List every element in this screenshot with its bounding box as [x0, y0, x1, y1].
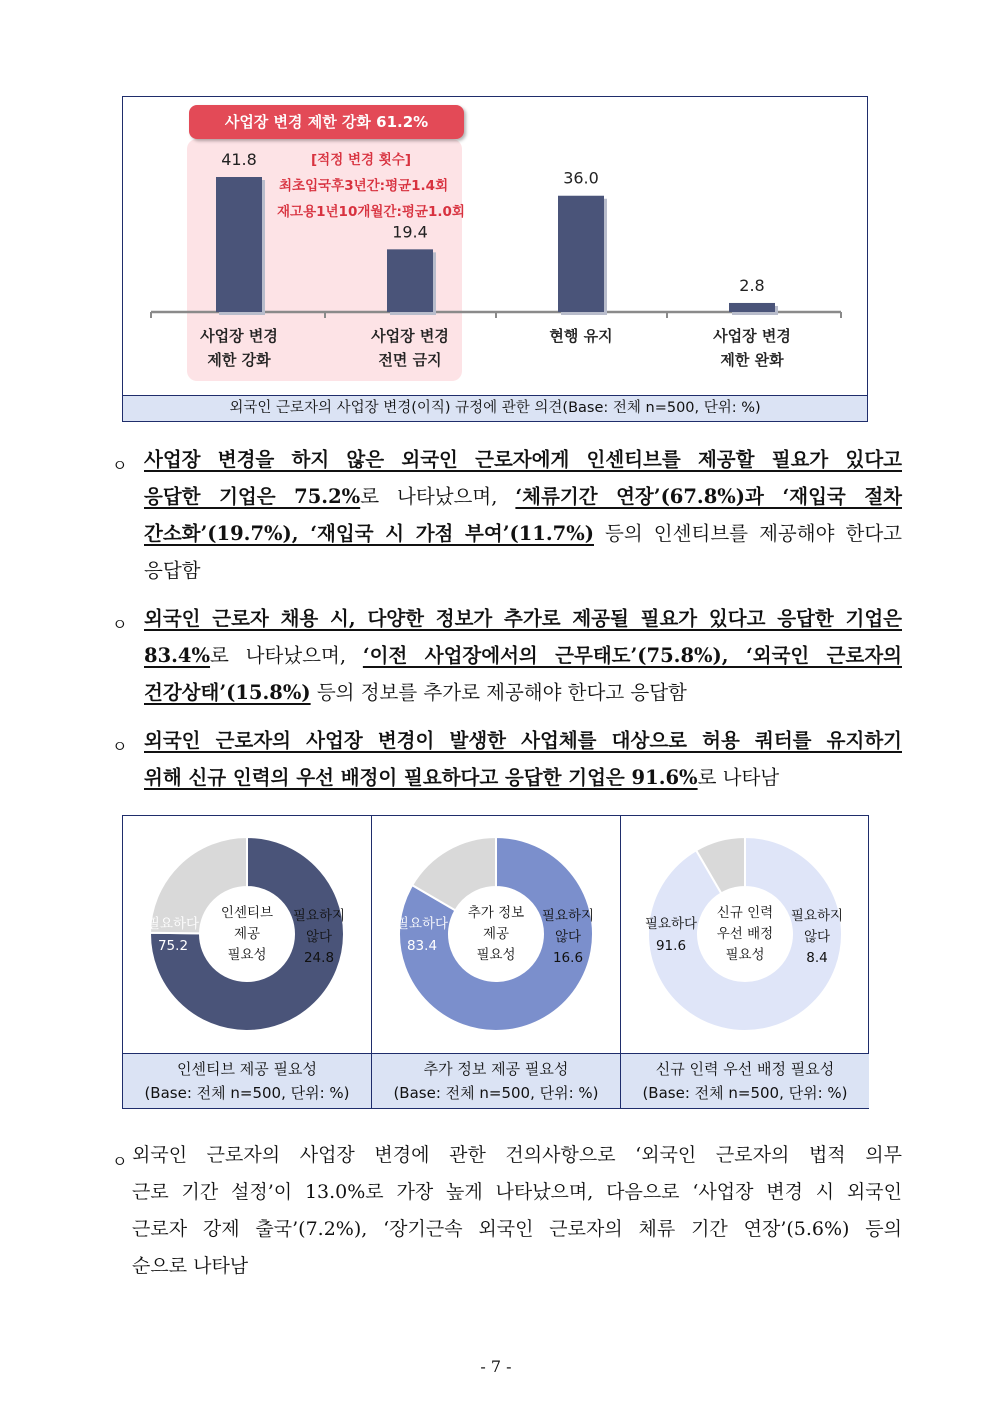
- para-text: 외국인 근로자 채용 시, 다양한 정보가 추가로 제공될 필요가 있다고 응답한 기업은: [144, 607, 902, 630]
- paragraph-incentive: [112, 441, 902, 589]
- para-line: [112, 441, 902, 478]
- donut-panel: [123, 816, 371, 1108]
- x-tick-label: 제한 강화: [207, 351, 271, 369]
- para-text: ‘이전 사업장에서의 근무태도’(75.8%), ‘외국인 근로자의: [362, 644, 902, 667]
- slice-label: 16.6: [552, 950, 584, 966]
- bullet-icon: ㅇ: [112, 737, 128, 756]
- para-text: 위해 신규 인력의 우선 배정이 필요하다고 응답한 기업은 91.6%: [144, 766, 698, 789]
- para-line: 근로자 강제 출국’(7.2%), ‘장기근속 외국인 근로자의 체류 기간 연장’(5.6%) 등의: [132, 1218, 902, 1240]
- bar-value-label: 41.8: [221, 150, 257, 169]
- donut-caption: [372, 1053, 620, 1108]
- para-line: 외국인 근로자의 사업장 변경에 관한 건의사항으로 ‘외국인 근로자의 법적 의무: [132, 1144, 902, 1166]
- para-text: 로 나타남: [697, 766, 780, 789]
- slice-label: 필요하지: [790, 908, 844, 924]
- slice-label: 83.4: [406, 938, 438, 954]
- bar-chart-caption: 외국인 근로자의 사업장 변경(이직) 규정에 관한 의견(Base: 전체 n=500, 단위: %): [123, 395, 867, 421]
- bullet-icon: ㅇ: [112, 615, 128, 634]
- bar: [216, 177, 262, 312]
- para-line: [112, 759, 902, 796]
- donut-chart-priority: [621, 816, 869, 1053]
- donut-center-label: 필요성: [725, 947, 765, 963]
- donut-center-label: 인센티브: [220, 905, 274, 921]
- slice-label: 8.4: [806, 950, 828, 966]
- para-text: 사업장 변경을 하지 않은 외국인 근로자에게 인센티브를 제공할 필요가 있다고: [144, 448, 902, 471]
- para-line: [112, 637, 902, 674]
- donut-center-label: 신규 인력: [716, 905, 774, 921]
- para-line: [112, 515, 902, 552]
- bullet-icon: ㅇ: [112, 1152, 128, 1171]
- donut-caption-base: (Base: 전체 n=500, 단위: %): [642, 1084, 848, 1102]
- donut-center-label: 필요성: [227, 947, 267, 963]
- x-tick-label: 사업장 변경: [200, 327, 278, 345]
- para-text: 83.4%: [144, 644, 211, 667]
- para-text: ‘체류기간 연장’(67.8%)과 ‘재입국 절차: [515, 485, 902, 508]
- donut-caption-base: (Base: 전체 n=500, 단위: %): [144, 1084, 350, 1102]
- donut-caption-title: 인센티브 제공 필요성: [177, 1060, 317, 1078]
- donut-caption-base: (Base: 전체 n=500, 단위: %): [393, 1084, 599, 1102]
- donut-chart-figure: [122, 815, 869, 1109]
- slice-label: 않다: [803, 929, 831, 945]
- x-tick-label: 전면 금지: [378, 351, 442, 369]
- paragraph-suggestions: [112, 1137, 902, 1285]
- slice-label: 75.2: [157, 938, 189, 954]
- para-line: 순으로 나타남: [132, 1255, 249, 1277]
- para-text: 등의 인센티브를 제공해야 한다고: [593, 522, 903, 545]
- slice-label: 91.6: [655, 938, 687, 954]
- paragraph-priority-allocation: [112, 722, 902, 796]
- x-tick-label: 현행 유지: [549, 327, 613, 345]
- para-line: 근로 기간 설정’이 13.0%로 가장 높게 나타났으며, 다음으로 ‘사업장 변경 시 외국인: [132, 1181, 902, 1203]
- slice-label: 않다: [305, 929, 333, 945]
- bar: [729, 303, 775, 312]
- para-text: 로 나타났으며,: [210, 644, 363, 667]
- note-line-2: 재고용1년10개월간:평균1.0회: [277, 204, 465, 220]
- paragraph-extra-info: [112, 600, 902, 711]
- bar: [558, 196, 604, 312]
- slice-label: 필요하다: [395, 916, 449, 932]
- bar-value-label: 36.0: [563, 168, 599, 188]
- bar-value-label: 2.8: [739, 275, 765, 295]
- bar-value-label: 19.4: [392, 222, 428, 242]
- slice-label: 필요하다: [146, 916, 200, 932]
- x-tick-label: 사업장 변경: [371, 327, 449, 345]
- bar-chart: [123, 97, 867, 397]
- donut-center-label: 우선 배정: [716, 926, 774, 942]
- donut-center-label: 필요성: [476, 947, 516, 963]
- x-tick-label: 제한 완화: [720, 351, 784, 369]
- donut-chart-extra-info: [372, 816, 620, 1053]
- donut-center-label: 제공: [482, 926, 510, 942]
- donut-caption-title: 신규 인력 우선 배정 필요성: [655, 1060, 835, 1078]
- page-number: - 7 -: [480, 1357, 512, 1376]
- slice-label: 24.8: [303, 950, 335, 966]
- para-text: 외국인 근로자의 사업장 변경이 발생한 사업체를 대상으로 허용 쿼터를 유지하기: [144, 729, 902, 752]
- bar-chart-figure: [122, 96, 868, 422]
- donut-caption: [123, 1053, 371, 1108]
- slice-label: 필요하지: [292, 908, 346, 924]
- para-text: 건강상태’(15.8%): [144, 681, 311, 704]
- donut-panel: [620, 816, 869, 1108]
- para-text: 간소화’(19.7%), ‘재입국 시 가점 부여’(11.7%): [144, 522, 594, 545]
- para-line: 응답함: [144, 559, 201, 582]
- x-tick-label: 사업장 변경: [713, 327, 791, 345]
- donut-panel: [371, 816, 620, 1108]
- bullet-icon: ㅇ: [112, 456, 128, 475]
- restriction-banner: 사업장 변경 제한 강화 61.2%: [189, 105, 464, 139]
- slice-label: 않다: [554, 929, 582, 945]
- bar: [387, 249, 433, 312]
- para-text: 로 나타났으며,: [360, 485, 516, 508]
- donut-center-label: 추가 정보: [467, 905, 525, 921]
- note-title: [적정 변경 횟수]: [311, 152, 411, 168]
- donut-center-label: 제공: [233, 926, 261, 942]
- note-line-1: 최초입국후3년간:평균1.4회: [279, 178, 449, 194]
- para-text: 등의 정보를 추가로 제공해야 한다고 응답함: [310, 681, 687, 704]
- para-line: [112, 600, 902, 637]
- slice-label: 필요하지: [541, 908, 595, 924]
- para-line: [112, 478, 902, 515]
- donut-caption: [621, 1053, 869, 1108]
- para-text: 응답한 기업은 75.2%: [144, 485, 361, 508]
- para-line: [112, 674, 902, 711]
- donut-caption-title: 추가 정보 제공 필요성: [423, 1060, 569, 1078]
- para-line: [112, 722, 902, 759]
- slice-label: 필요하다: [644, 916, 698, 932]
- donut-chart-incentive: [123, 816, 371, 1053]
